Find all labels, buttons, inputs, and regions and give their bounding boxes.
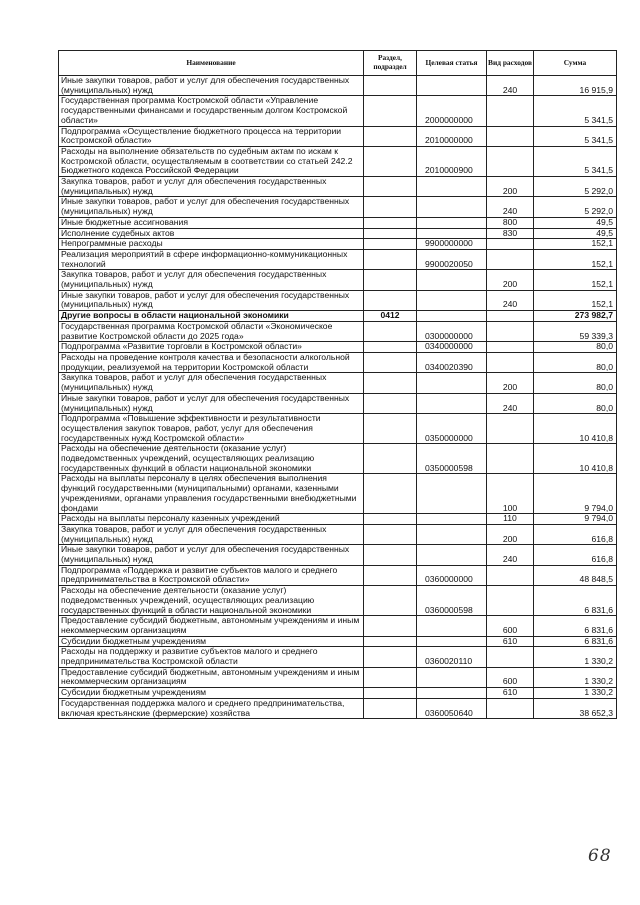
cell-target — [417, 270, 487, 290]
cell-sum: 1 330,2 — [534, 688, 617, 699]
cell-kind: 240 — [487, 290, 534, 310]
cell-kind — [487, 586, 534, 616]
table-row — [59, 474, 617, 514]
table-row — [59, 342, 617, 353]
cell-target: 0300000000 — [417, 321, 487, 341]
cell-target — [417, 636, 487, 647]
cell-sum: 16 915,9 — [534, 76, 617, 96]
table-row — [59, 177, 617, 197]
cell-target: 2010000000 — [417, 126, 487, 146]
cell-section — [364, 126, 417, 146]
cell-name: Закупка товаров, работ и услуг для обеспечения государственных (муниципальных) нужд — [59, 177, 364, 197]
table-row — [59, 270, 617, 290]
cell-name: Предоставление субсидий бюджетным, автономным учреждениям и иным некоммерческим организациям — [59, 667, 364, 687]
table-row — [59, 352, 617, 372]
cell-sum: 152,1 — [534, 239, 617, 250]
cell-target: 0340020390 — [417, 352, 487, 372]
cell-kind — [487, 249, 534, 269]
cell-name: Подпрограмма «Осуществление бюджетного процесса на территории Костромской области» — [59, 126, 364, 146]
table-row — [59, 228, 617, 239]
table-row — [59, 373, 617, 393]
cell-name: Реализация мероприятий в сфере информационно-коммуникационных технологий — [59, 249, 364, 269]
cell-kind — [487, 444, 534, 474]
cell-section — [364, 698, 417, 718]
cell-target: 0360020110 — [417, 647, 487, 667]
table-row — [59, 249, 617, 269]
table-row — [59, 239, 617, 250]
cell-sum: 49,5 — [534, 228, 617, 239]
cell-name: Иные закупки товаров, работ и услуг для обеспечения государственных (муниципальных) нужд — [59, 545, 364, 565]
cell-section — [364, 688, 417, 699]
cell-name: Расходы на выполнение обязательств по судебным актам по искам к Костромской области, осуществляемым в соответствии со статьей 242.2 Бюджетного кодекса Российской Федерации — [59, 146, 364, 176]
cell-target: 0340000000 — [417, 342, 487, 353]
cell-section — [364, 239, 417, 250]
header-sum: Сумма — [534, 51, 617, 76]
cell-sum: 152,1 — [534, 249, 617, 269]
cell-sum: 10 410,8 — [534, 444, 617, 474]
cell-target — [417, 290, 487, 310]
table-row — [59, 524, 617, 544]
cell-name: Расходы на обеспечение деятельности (оказание услуг) подведомственных учреждений, осуществляющих реализацию государственных функций в области национальной экономики — [59, 444, 364, 474]
table-row — [59, 290, 617, 310]
cell-target — [417, 217, 487, 228]
cell-section — [364, 545, 417, 565]
cell-name: Подпрограмма «Повышение эффективности и результативности осуществления закупок товаров, работ, услуг для обеспечения государственных нужд Костромской области» — [59, 414, 364, 444]
cell-kind: 610 — [487, 636, 534, 647]
cell-name: Подпрограмма «Развитие торговли в Костромской области» — [59, 342, 364, 353]
cell-kind — [487, 647, 534, 667]
cell-section — [364, 667, 417, 687]
cell-section — [364, 96, 417, 126]
cell-target — [417, 228, 487, 239]
cell-section — [364, 217, 417, 228]
table-row — [59, 146, 617, 176]
cell-target — [417, 474, 487, 514]
cell-kind: 200 — [487, 524, 534, 544]
cell-kind — [487, 342, 534, 353]
table-row — [59, 647, 617, 667]
cell-target: 2010000900 — [417, 146, 487, 176]
cell-section — [364, 373, 417, 393]
cell-target — [417, 393, 487, 413]
cell-section — [364, 228, 417, 239]
header-target: Целевая статья — [417, 51, 487, 76]
cell-sum: 152,1 — [534, 290, 617, 310]
cell-name: Иные закупки товаров, работ и услуг для обеспечения государственных (муниципальных) нужд — [59, 290, 364, 310]
cell-section — [364, 474, 417, 514]
cell-target — [417, 76, 487, 96]
cell-sum: 5 292,0 — [534, 177, 617, 197]
cell-kind — [487, 321, 534, 341]
cell-kind: 830 — [487, 228, 534, 239]
cell-sum: 5 341,5 — [534, 126, 617, 146]
cell-target: 9900020050 — [417, 249, 487, 269]
cell-sum: 59 339,3 — [534, 321, 617, 341]
cell-kind: 600 — [487, 667, 534, 687]
cell-name: Иные закупки товаров, работ и услуг для обеспечения государственных (муниципальных) нужд — [59, 197, 364, 217]
cell-section — [364, 444, 417, 474]
cell-target — [417, 177, 487, 197]
cell-kind: 600 — [487, 616, 534, 636]
cell-kind — [487, 239, 534, 250]
cell-section — [364, 414, 417, 444]
cell-name: Исполнение судебных актов — [59, 228, 364, 239]
table-row — [59, 616, 617, 636]
cell-kind: 200 — [487, 270, 534, 290]
header-kind: Вид расходов — [487, 51, 534, 76]
cell-section — [364, 177, 417, 197]
cell-kind — [487, 311, 534, 322]
table-row — [59, 76, 617, 96]
cell-target — [417, 667, 487, 687]
cell-name: Расходы на проведение контроля качества и безопасности алкогольной продукции, реализуемой на территории Костромской области — [59, 352, 364, 372]
cell-name: Субсидии бюджетным учреждениям — [59, 688, 364, 699]
cell-name: Расходы на поддержку и развитие субъектов малого и среднего предпринимательства Костромской области — [59, 647, 364, 667]
cell-name: Иные бюджетные ассигнования — [59, 217, 364, 228]
cell-name: Закупка товаров, работ и услуг для обеспечения государственных (муниципальных) нужд — [59, 270, 364, 290]
cell-section — [364, 321, 417, 341]
cell-kind: 200 — [487, 373, 534, 393]
cell-sum: 9 794,0 — [534, 474, 617, 514]
cell-section — [364, 524, 417, 544]
table-row — [59, 545, 617, 565]
budget-table — [58, 50, 617, 719]
cell-section — [364, 342, 417, 353]
table-header-row — [59, 51, 617, 76]
cell-kind: 800 — [487, 217, 534, 228]
cell-sum: 6 831,6 — [534, 616, 617, 636]
cell-target: 2000000000 — [417, 96, 487, 126]
cell-name: Государственная программа Костромской области «Экономическое развитие Костромской области до 2025 года» — [59, 321, 364, 341]
table-row — [59, 667, 617, 687]
cell-name: Государственная программа Костромской области «Управление государственными финансами и государственным долгом Костромской области» — [59, 96, 364, 126]
table-body — [59, 76, 617, 719]
cell-section: 0412 — [364, 311, 417, 322]
table-row — [59, 698, 617, 718]
cell-sum: 80,0 — [534, 342, 617, 353]
cell-sum: 5 292,0 — [534, 197, 617, 217]
cell-target: 9900000000 — [417, 239, 487, 250]
cell-kind — [487, 96, 534, 126]
cell-target — [417, 197, 487, 217]
table-row — [59, 311, 617, 322]
cell-section — [364, 636, 417, 647]
cell-sum: 80,0 — [534, 373, 617, 393]
cell-section — [364, 249, 417, 269]
cell-section — [364, 616, 417, 636]
cell-kind: 100 — [487, 474, 534, 514]
cell-kind — [487, 126, 534, 146]
cell-target: 0360000598 — [417, 586, 487, 616]
cell-target — [417, 373, 487, 393]
table-row — [59, 197, 617, 217]
table-row — [59, 636, 617, 647]
table-row — [59, 96, 617, 126]
cell-name: Иные закупки товаров, работ и услуг для обеспечения государственных (муниципальных) нужд — [59, 393, 364, 413]
cell-kind: 610 — [487, 688, 534, 699]
cell-sum: 1 330,2 — [534, 667, 617, 687]
table-row — [59, 444, 617, 474]
table-row — [59, 688, 617, 699]
cell-sum: 38 652,3 — [534, 698, 617, 718]
cell-sum: 616,8 — [534, 545, 617, 565]
cell-sum: 80,0 — [534, 352, 617, 372]
table-row — [59, 565, 617, 585]
cell-name: Государственная поддержка малого и среднего предпринимательства, включая крестьянские (фермерские) хозяйства — [59, 698, 364, 718]
cell-sum: 6 831,6 — [534, 636, 617, 647]
cell-section — [364, 197, 417, 217]
budget-document — [58, 50, 616, 719]
table-row — [59, 586, 617, 616]
cell-section — [364, 647, 417, 667]
cell-section — [364, 270, 417, 290]
cell-target — [417, 688, 487, 699]
cell-section — [364, 290, 417, 310]
cell-name: Предоставление субсидий бюджетным, автономным учреждениям и иным некоммерческим организациям — [59, 616, 364, 636]
cell-kind — [487, 414, 534, 444]
cell-sum: 80,0 — [534, 393, 617, 413]
cell-sum: 49,5 — [534, 217, 617, 228]
cell-sum: 152,1 — [534, 270, 617, 290]
table-row — [59, 217, 617, 228]
cell-target: 0350000598 — [417, 444, 487, 474]
table-row — [59, 414, 617, 444]
page-number: 68 — [588, 846, 612, 866]
cell-section — [364, 514, 417, 525]
cell-sum: 5 341,5 — [534, 96, 617, 126]
table-row — [59, 126, 617, 146]
cell-name: Закупка товаров, работ и услуг для обеспечения государственных (муниципальных) нужд — [59, 524, 364, 544]
cell-name: Подпрограмма «Поддержка и развитие субъектов малого и среднего предпринимательства в Костромской области» — [59, 565, 364, 585]
cell-sum: 273 982,7 — [534, 311, 617, 322]
cell-section — [364, 586, 417, 616]
cell-target — [417, 616, 487, 636]
cell-kind: 110 — [487, 514, 534, 525]
cell-section — [364, 565, 417, 585]
cell-kind: 240 — [487, 76, 534, 96]
cell-kind — [487, 352, 534, 372]
cell-name: Иные закупки товаров, работ и услуг для обеспечения государственных (муниципальных) нужд — [59, 76, 364, 96]
cell-target — [417, 524, 487, 544]
cell-sum: 5 341,5 — [534, 146, 617, 176]
cell-name: Непрограммные расходы — [59, 239, 364, 250]
cell-target — [417, 545, 487, 565]
cell-sum: 1 330,2 — [534, 647, 617, 667]
cell-name: Другие вопросы в области национальной экономики — [59, 311, 364, 322]
header-section: Раздел, подраздел — [364, 51, 417, 76]
cell-name: Расходы на выплаты персоналу казенных учреждений — [59, 514, 364, 525]
cell-name: Субсидии бюджетным учреждениям — [59, 636, 364, 647]
cell-kind: 240 — [487, 197, 534, 217]
cell-sum: 9 794,0 — [534, 514, 617, 525]
cell-kind: 240 — [487, 545, 534, 565]
cell-sum: 48 848,5 — [534, 565, 617, 585]
cell-sum: 6 831,6 — [534, 586, 617, 616]
cell-kind — [487, 146, 534, 176]
table-row — [59, 393, 617, 413]
cell-target: 0360000000 — [417, 565, 487, 585]
cell-target — [417, 514, 487, 525]
cell-section — [364, 76, 417, 96]
cell-section — [364, 146, 417, 176]
cell-sum: 616,8 — [534, 524, 617, 544]
cell-target — [417, 311, 487, 322]
cell-section — [364, 352, 417, 372]
cell-name: Расходы на выплаты персоналу в целях обеспечения выполнения функций государственными (муниципальными) органами, казенными учреждениями, органами управления государственными внебюджетными фондами — [59, 474, 364, 514]
cell-target: 0360050640 — [417, 698, 487, 718]
cell-name: Закупка товаров, работ и услуг для обеспечения государственных (муниципальных) нужд — [59, 373, 364, 393]
cell-sum: 10 410,8 — [534, 414, 617, 444]
cell-kind: 240 — [487, 393, 534, 413]
cell-name: Расходы на обеспечение деятельности (оказание услуг) подведомственных учреждений, осуществляющих реализацию государственных функций в области национальной экономики — [59, 586, 364, 616]
cell-kind — [487, 565, 534, 585]
cell-target: 0350000000 — [417, 414, 487, 444]
cell-section — [364, 393, 417, 413]
table-row — [59, 321, 617, 341]
table-row — [59, 514, 617, 525]
cell-kind — [487, 698, 534, 718]
header-name: Наименование — [59, 51, 364, 76]
cell-kind: 200 — [487, 177, 534, 197]
